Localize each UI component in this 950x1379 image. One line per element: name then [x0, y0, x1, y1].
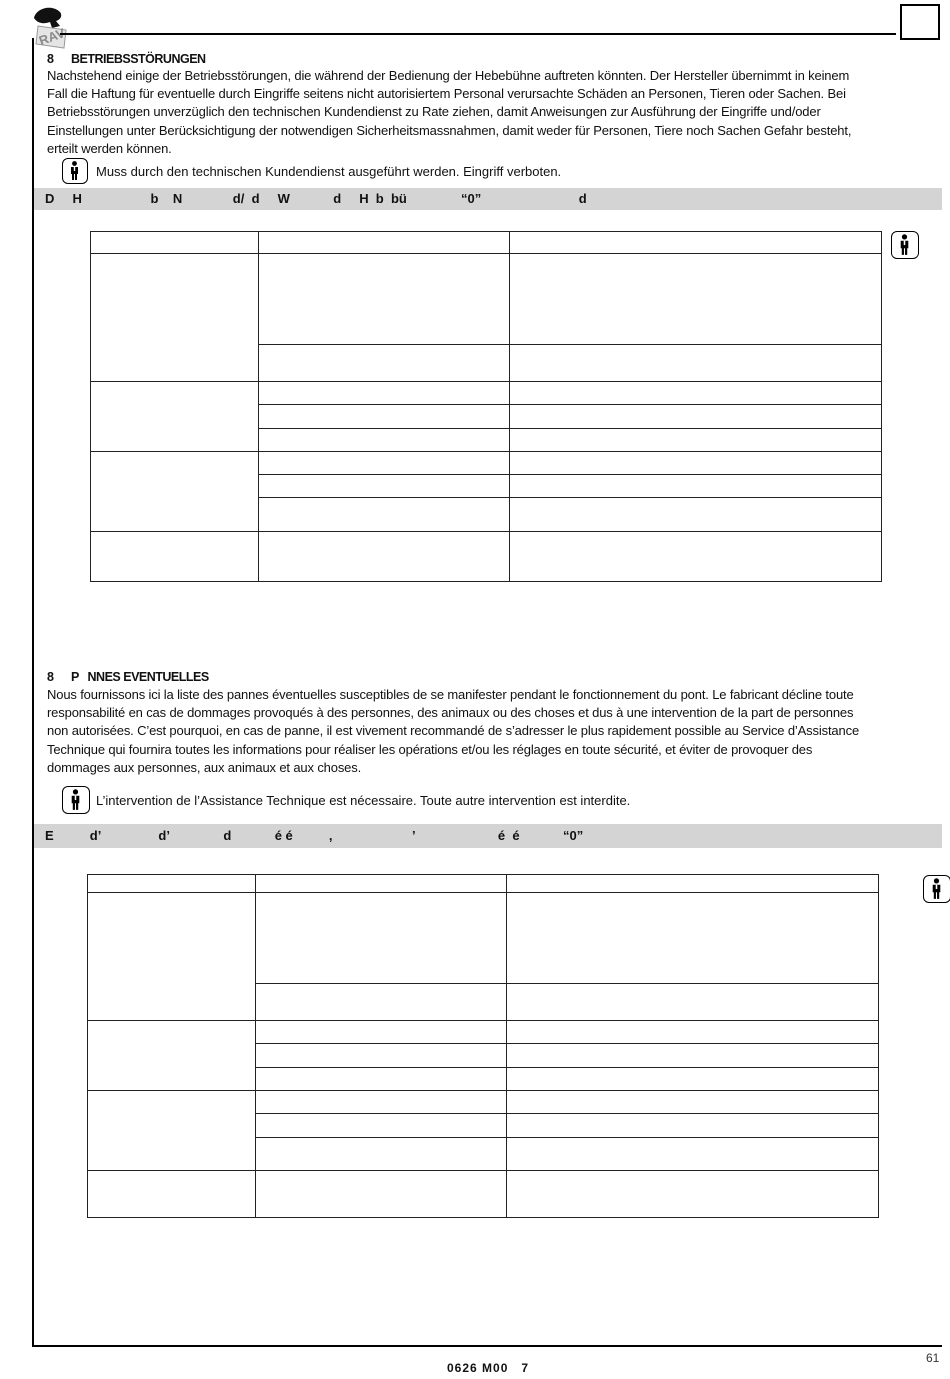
- table-cell: [507, 984, 879, 1021]
- table-cell: [256, 1068, 507, 1091]
- table-cell: [88, 1171, 256, 1218]
- table-cell: [510, 532, 882, 582]
- table-cell: [259, 382, 510, 405]
- paragraph-line: Nachstehend einige der Betriebsstörungen, die während der Bedienung der Hebebühne auftreten könnten. Der Hersteller übernimmt in keinem: [47, 68, 850, 83]
- table-cell: [91, 532, 259, 582]
- table-cell: [91, 452, 259, 532]
- svg-text:RAV: RAV: [36, 25, 67, 49]
- table-cell: [510, 345, 882, 382]
- paragraph-line: non autorisées. C’est pourquoi, en cas de panne, il est vivement recommandé de s’adresser le plus rapidement possible au Service d’Assistance: [47, 723, 860, 739]
- table-cell: [259, 232, 510, 254]
- table-header-row: [88, 875, 879, 893]
- table-header-row: [91, 232, 882, 254]
- table-cell: [259, 498, 510, 532]
- table-cell: [259, 475, 510, 498]
- page-number: 61: [926, 1351, 940, 1365]
- table-cell: [259, 532, 510, 582]
- left-margin-rule: [32, 38, 34, 1346]
- table-cell: [256, 1044, 507, 1068]
- table-row: [88, 893, 879, 984]
- table-cell: [256, 1138, 507, 1171]
- header-rule: [60, 33, 896, 35]
- table-cell: [256, 1171, 507, 1218]
- table-cell: [510, 452, 882, 475]
- note-fr: [62, 786, 630, 814]
- technician-icon: [891, 231, 919, 259]
- band-de: D H b N d/ d W d H b bü “0” d: [34, 188, 942, 210]
- table-cell: [256, 1091, 507, 1114]
- table-row: [91, 452, 882, 475]
- table-row: [91, 254, 882, 345]
- paragraph-line: Nous fournissons ici la liste des pannes éventuelles susceptibles de se manifester pendant le fonctionnement du pont. Le fabricant décline toute: [47, 687, 854, 702]
- table-cell: [88, 1021, 256, 1091]
- section-number-de: 8: [47, 52, 54, 66]
- table-cell: [507, 893, 879, 984]
- table-row: [88, 1171, 879, 1218]
- table-cell: [507, 1044, 879, 1068]
- table-cell: [507, 1091, 879, 1114]
- table-row: [88, 1021, 879, 1044]
- troubleshooting-table-fr: [87, 874, 879, 1218]
- table-row: [88, 1091, 879, 1114]
- note-text-fr: L’intervention de l’Assistance Technique est nécessaire. Toute autre intervention est interdite.: [96, 792, 631, 808]
- table-cell: [256, 1114, 507, 1138]
- paragraph-line: erteilt werden können.: [47, 140, 172, 156]
- table-cell: [91, 232, 259, 254]
- section-title-text-de: BETRIEBSSTÖRUNGEN: [71, 52, 206, 66]
- paragraph-line: Fall die Haftung für eventuelle durch Eingriffe seitens nicht autorisiertem Personal verursachte Schäden an Personen, Tieren oder Sachen. Bei: [47, 86, 846, 102]
- table-cell: [507, 1138, 879, 1171]
- paragraph-line: Einstellungen unter Berücksichtigung der notwendigen Sicherheitsmassnahmen, damit weder für Personen, Tiere noch Sachen Gefahr besteht,: [47, 122, 852, 138]
- table-cell: [259, 452, 510, 475]
- table-cell: [510, 475, 882, 498]
- paragraph-fr: [47, 686, 922, 777]
- table-row: [91, 532, 882, 582]
- section-number-fr: 8: [47, 670, 54, 684]
- table-cell: [256, 893, 507, 984]
- table-cell: [256, 875, 507, 893]
- band-fr: E d’ d’ d é é , ’ é é “0”: [34, 824, 942, 848]
- troubleshooting-table-de: [90, 231, 882, 582]
- table-cell: [256, 1021, 507, 1044]
- table-row: [91, 382, 882, 405]
- table-cell: [510, 232, 882, 254]
- section-title-de: [47, 52, 206, 66]
- technician-icon: [923, 875, 950, 903]
- paragraph-line: Technique qui fournira toutes les informations pour réaliser les opérations et/ou les réglages en toute sécurité, et éviter de provoquer des: [47, 741, 813, 757]
- table-cell: [510, 405, 882, 429]
- company-logo: [30, 4, 70, 50]
- table-cell: [510, 498, 882, 532]
- table-cell: [507, 1114, 879, 1138]
- table-cell: [507, 875, 879, 893]
- paragraph-line: dommages aux personnes, aux animaux et aux choses.: [47, 759, 362, 775]
- table-cell: [259, 345, 510, 382]
- table-cell: [88, 875, 256, 893]
- section-title-text-fr: P NNES EVENTUELLES: [71, 670, 209, 684]
- table-cell: [259, 405, 510, 429]
- document-code: 0626 M00 7: [447, 1361, 530, 1375]
- paragraph-line: Betriebsstörungen unverzüglich den technischen Kundendienst zu Rate ziehen, damit Anweisungen zur Ausführung der Eingriffe und/oder: [47, 104, 821, 120]
- table-cell: [510, 429, 882, 452]
- table-cell: [91, 382, 259, 452]
- table-cell: [259, 254, 510, 345]
- table-cell: [507, 1021, 879, 1044]
- table-cell: [507, 1171, 879, 1218]
- technician-icon: [62, 158, 88, 184]
- table-cell: [91, 254, 259, 382]
- paragraph-de: [47, 67, 922, 158]
- technician-icon: [62, 786, 90, 814]
- table-cell: [88, 893, 256, 1021]
- note-text-de: Muss durch den technischen Kundendienst ausgeführt werden. Eingriff verboten.: [96, 163, 562, 179]
- section-title-fr: [47, 670, 209, 684]
- chapter-box: [900, 4, 940, 40]
- table-cell: [507, 1068, 879, 1091]
- table-cell: [510, 382, 882, 405]
- table-cell: [510, 254, 882, 345]
- table-cell: [259, 429, 510, 452]
- table-cell: [88, 1091, 256, 1171]
- note-de: [62, 158, 561, 184]
- footer-rule: [32, 1345, 942, 1347]
- paragraph-line: responsabilité en cas de dommages provoqués à des personnes, des animaux ou des choses et dus à une intervention de la part de personnes: [47, 705, 854, 721]
- table-cell: [256, 984, 507, 1021]
